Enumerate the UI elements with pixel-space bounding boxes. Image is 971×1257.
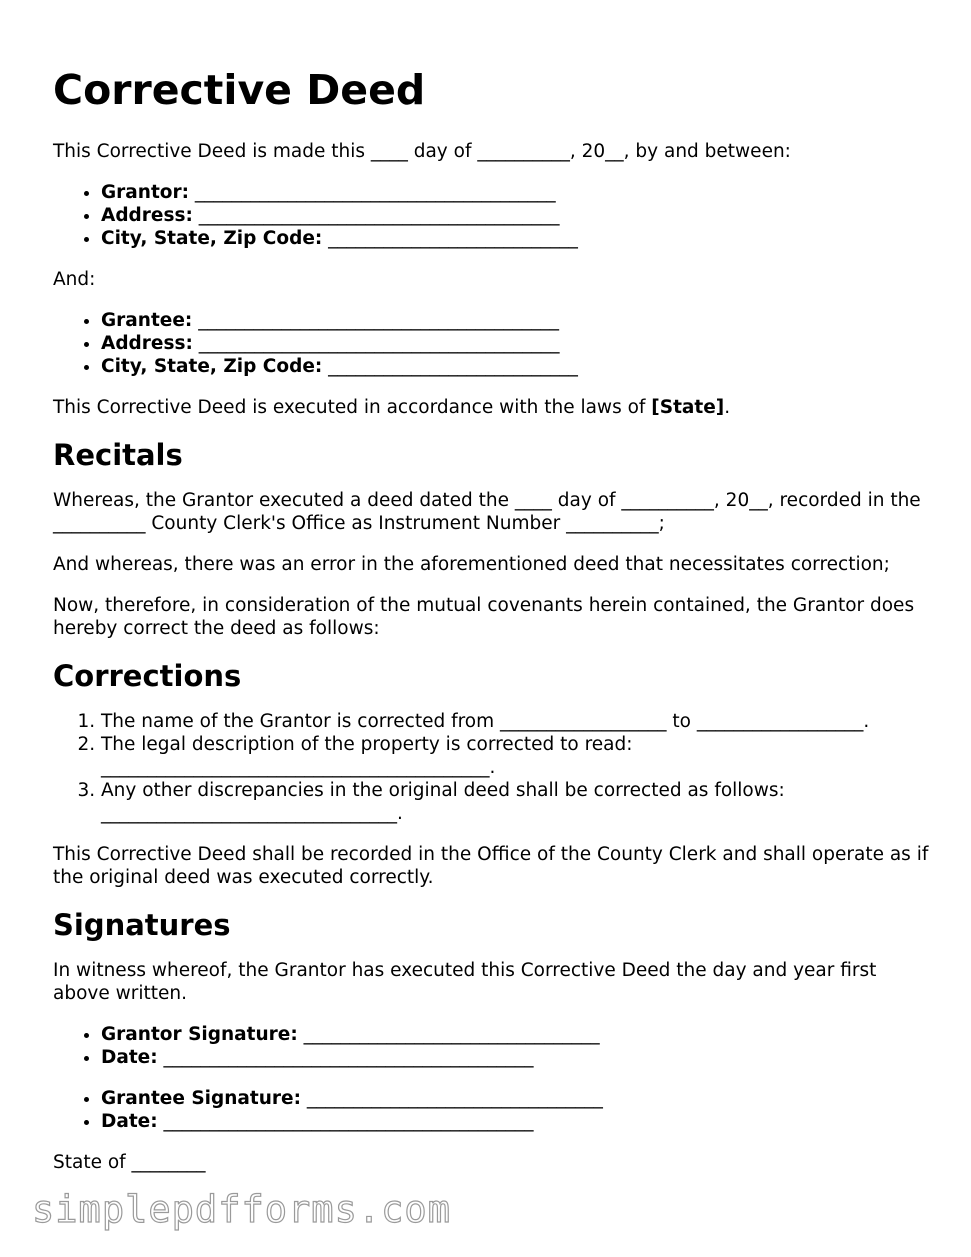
field-blank: ________________________________________ [157, 1047, 534, 1068]
grantee-date-item [101, 1110, 933, 1133]
grantor-signature-item [101, 1023, 933, 1046]
field-label: City, State, Zip Code: [101, 356, 323, 377]
corrections-heading: Corrections [53, 659, 242, 693]
signatures-intro: In witness whereof, the Grantor has executed this Corrective Deed the day and year first above written. [53, 960, 877, 1004]
grantee-signature-item [101, 1087, 933, 1110]
field-blank: _______________________________________ [192, 333, 560, 354]
recitals-paragraph-3: Now, therefore, in consideration of the mutual covenants herein contained, the Grantor does hereby correct the deed as follows: [53, 595, 915, 639]
watermark: simplepdfforms.com [32, 1188, 451, 1231]
grantee-city-item [101, 355, 933, 378]
recitals-paragraph-1: Whereas, the Grantor executed a deed dated the ____ day of __________, 20__, recorded in the __________ County Clerk's Office as Instrument Number __________; [53, 490, 921, 534]
laws-state: [State] [651, 397, 725, 418]
field-label: Grantor: [101, 182, 190, 203]
field-label: Grantor Signature: [101, 1024, 298, 1045]
field-label: Date: [101, 1047, 158, 1068]
field-label: Address: [101, 205, 193, 226]
field-label: Date: [101, 1111, 158, 1132]
intro-paragraph: This Corrective Deed is made this ____ day of __________, 20__, by and between: [53, 141, 791, 162]
field-blank: ___________________________ [322, 356, 578, 377]
document-page [53, 60, 933, 1192]
and-label: And: [53, 269, 96, 290]
page-title: Corrective Deed [53, 66, 426, 114]
field-blank: ________________________________________ [157, 1111, 534, 1132]
grantee-list [53, 309, 933, 378]
state-of-line: State of ________ [53, 1152, 206, 1173]
recitals-paragraph-2: And whereas, there was an error in the aforementioned deed that necessitates correction; [53, 554, 890, 575]
correction-item: 3. Any other discrepancies in the original deed shall be corrected as follows: ________________________________. [101, 779, 933, 825]
field-blank: _______________________________________ [192, 310, 559, 331]
corrections-closing: This Corrective Deed shall be recorded in the Office of the County Clerk and shall operate as if the original deed was executed correctly. [53, 844, 929, 888]
correction-item: 2. The legal description of the property is corrected to read: __________________________________________. [101, 733, 933, 779]
field-label: City, State, Zip Code: [101, 228, 323, 249]
grantor-list [53, 181, 933, 250]
field-label: Grantee Signature: [101, 1088, 301, 1109]
field-blank: _______________________________________ [192, 205, 560, 226]
grantor-signature-list [53, 1023, 933, 1069]
laws-prefix: This Corrective Deed is executed in accordance with the laws of [53, 397, 652, 418]
field-blank: ___________________________ [322, 228, 578, 249]
recitals-heading: Recitals [53, 438, 183, 472]
laws-suffix: . [724, 397, 731, 418]
field-label: Grantee: [101, 310, 193, 331]
laws-paragraph [53, 396, 933, 419]
grantor-name-item [101, 181, 933, 204]
field-label: Address: [101, 333, 193, 354]
grantor-address-item [101, 204, 933, 227]
grantor-city-item [101, 227, 933, 250]
field-blank: _______________________________________ [189, 182, 556, 203]
signatures-heading: Signatures [53, 908, 231, 942]
grantee-name-item [101, 309, 933, 332]
correction-item: 1. The name of the Grantor is corrected from __________________ to __________________. [101, 710, 933, 733]
grantee-signature-list [53, 1087, 933, 1133]
field-blank: ________________________________ [301, 1088, 603, 1109]
grantee-address-item [101, 332, 933, 355]
grantor-date-item [101, 1046, 933, 1069]
corrections-list [53, 710, 933, 825]
field-blank: ________________________________ [297, 1024, 600, 1045]
